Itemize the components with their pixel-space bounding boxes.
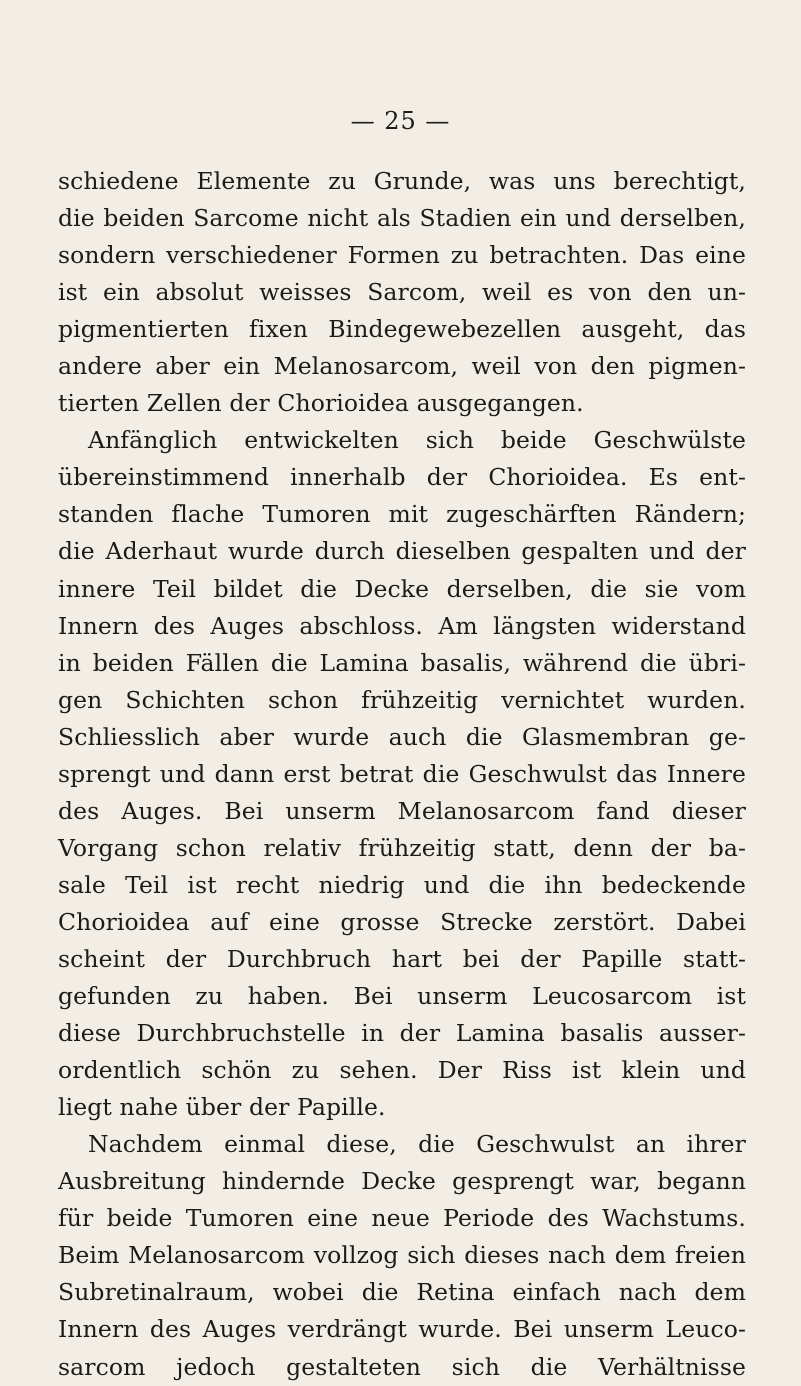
- text-line: sarcom jedoch gestalteten sich die Verhältnisse: [58, 1352, 746, 1381]
- text-line: Innern des Auges verdrängt wurde. Bei unserm Leuco-: [58, 1315, 746, 1344]
- text-line: sprengt und dann erst betrat die Geschwulst das Innere: [58, 759, 746, 788]
- text-line: die Aderhaut wurde durch dieselben gespalten und der: [58, 537, 746, 566]
- text-line: Beim Melanosarcom vollzog sich dieses nach dem freien: [58, 1241, 746, 1270]
- text-line: in beiden Fällen die Lamina basalis, während die übri-: [58, 648, 746, 677]
- paragraph-start-line: Nachdem einmal diese, die Geschwulst an ihrer: [88, 1130, 746, 1159]
- text-line: Schliesslich aber wurde auch die Glasmembran ge-: [58, 722, 746, 751]
- text-line: gefunden zu haben. Bei unserm Leucosarcom ist: [58, 982, 746, 1011]
- text-line: sondern verschiedener Formen zu betrachten. Das eine: [58, 241, 746, 270]
- text-line: innere Teil bildet die Decke derselben, die sie vom: [58, 574, 746, 603]
- text-line: Subretinalraum, wobei die Retina einfach nach dem: [58, 1278, 746, 1307]
- text-line: schiedene Elemente zu Grunde, was uns berechtigt,: [58, 167, 746, 195]
- text-line: die beiden Sarcome nicht als Stadien ein und derselben,: [58, 204, 746, 233]
- text-line: Innern des Auges abschloss. Am längsten widerstand: [58, 611, 746, 640]
- text-line: standen flache Tumoren mit zugeschärften Rändern;: [58, 500, 746, 529]
- body-text: [58, 163, 746, 1386]
- text-line: sale Teil ist recht niedrig und die ihn bedeckende: [58, 870, 746, 899]
- text-line: pigmentierten fixen Bindegewebezellen ausgeht, das: [58, 315, 746, 344]
- paragraph-end-line: tierten Zellen der Chorioidea ausgegangen.: [58, 389, 584, 418]
- paragraph-end-line: liegt nahe über der Papille.: [58, 1093, 386, 1122]
- page-number: — 25 —: [350, 107, 451, 135]
- text-line: scheint der Durchbruch hart bei der Papille statt-: [58, 944, 746, 973]
- paragraph-start-line: Anfänglich entwickelten sich beide Geschwülste: [88, 426, 746, 455]
- text-line: gen Schichten schon frühzeitig vernichtet wurden.: [58, 685, 746, 714]
- text-line: Chorioidea auf eine grosse Strecke zerstört. Dabei: [58, 907, 746, 936]
- text-line: andere aber ein Melanosarcom, weil von den pigmen-: [58, 352, 746, 381]
- text-line: übereinstimmend innerhalb der Chorioidea. Es ent-: [58, 463, 746, 492]
- text-line: ist ein absolut weisses Sarcom, weil es von den un-: [58, 278, 746, 307]
- text-line: Vorgang schon relativ frühzeitig statt, denn der ba-: [58, 833, 746, 862]
- text-line: diese Durchbruchstelle in der Lamina basalis ausser-: [58, 1019, 746, 1048]
- text-line: des Auges. Bei unserm Melanosarcom fand dieser: [58, 796, 746, 825]
- text-line: ordentlich schön zu sehen. Der Riss ist klein und: [58, 1056, 746, 1085]
- text-line: Ausbreitung hindernde Decke gesprengt war, begann: [58, 1167, 746, 1196]
- text-line: für beide Tumoren eine neue Periode des Wachstums.: [58, 1204, 746, 1233]
